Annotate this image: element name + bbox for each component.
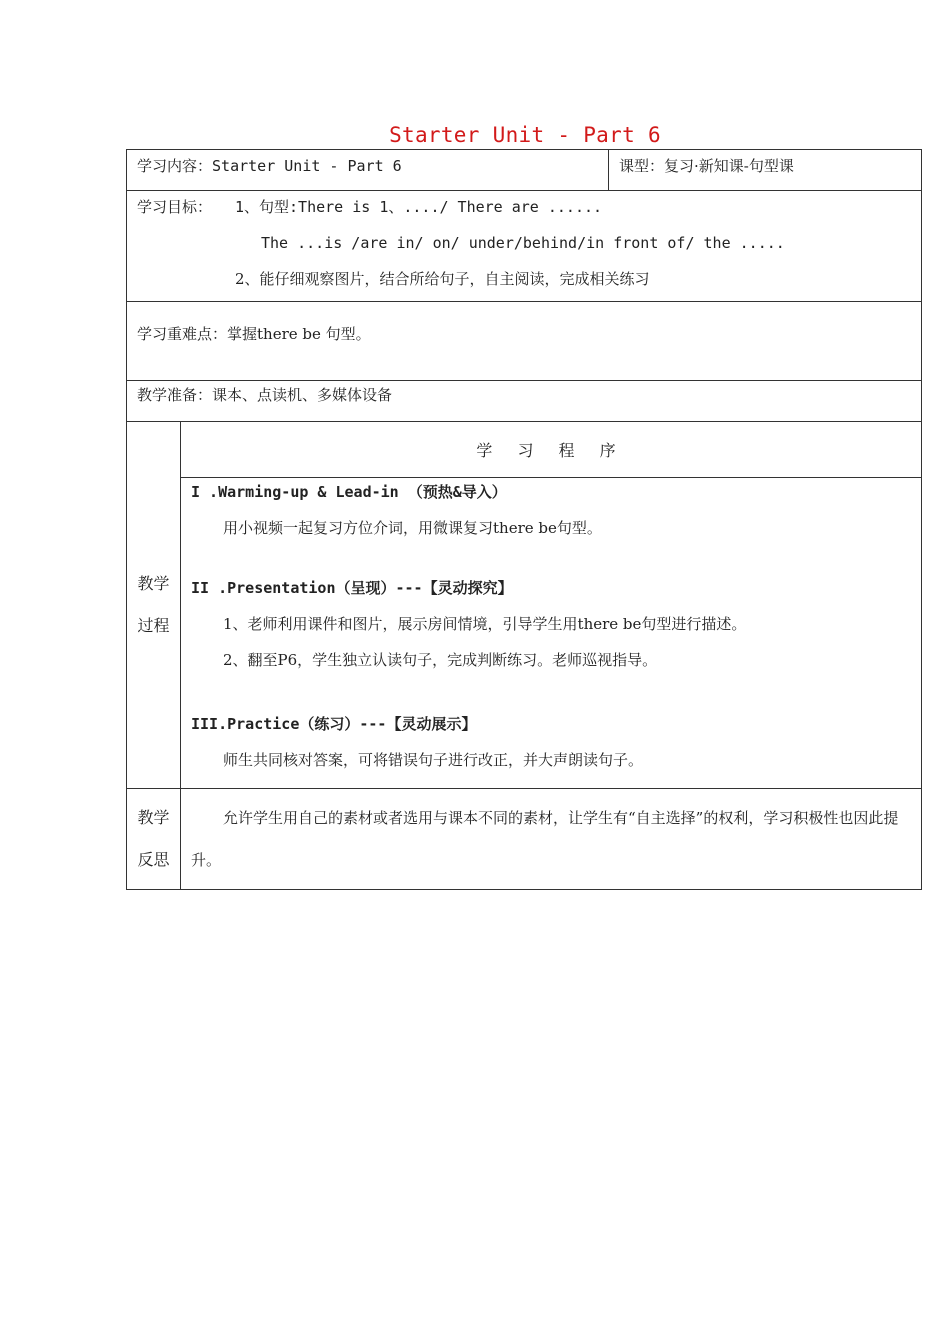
goals-line-2: The ...is /are in/ on/ under/behind/in front of/ the .....	[261, 234, 785, 252]
key-points-text: 学习重难点：掌握there be 句型。	[137, 325, 371, 343]
reflection-side-label	[127, 789, 181, 890]
process-side-label	[127, 422, 181, 789]
goals-cell	[127, 191, 922, 302]
lesson-type-cell	[609, 150, 922, 191]
lesson-plan-table	[126, 149, 922, 890]
process-body-row	[127, 478, 922, 789]
content-row	[127, 150, 922, 191]
reflection-cell	[181, 789, 922, 890]
reflection-side-label-1: 教学	[137, 808, 170, 827]
process-side-label-2: 过程	[137, 616, 170, 635]
content-value: Starter Unit - Part 6	[212, 157, 402, 175]
key-points-row	[127, 302, 922, 381]
reflection-side-label-2: 反思	[137, 850, 170, 869]
process-header-row	[127, 422, 922, 478]
goals-row	[127, 191, 922, 302]
reflection-text: 允许学生用自己的素材或者选用与课本不同的素材，让学生有“自主选择”的权利，学习积极性也因此提升。	[191, 809, 899, 869]
preparation-cell	[127, 381, 922, 422]
process-side-label-1: 教学	[137, 574, 170, 593]
goals-line-3: 2、能仔细观察图片，结合所给句子，自主阅读，完成相关练习	[235, 270, 650, 288]
section-3-text: 师生共同核对答案，可将错误句子进行改正，并大声朗读句子。	[223, 751, 644, 769]
reflection-row	[127, 789, 922, 890]
process-header: 学 习 程 序	[181, 422, 922, 478]
section-1-title: I .Warming-up & Lead-in （预热&导入）	[191, 483, 507, 501]
document-title: Starter Unit - Part 6	[389, 123, 661, 147]
content-label: 学习内容：	[137, 157, 213, 175]
key-points-cell	[127, 302, 922, 381]
section-2-title: II .Presentation（呈现）---【灵动探究】	[191, 579, 513, 597]
lesson-type-text: 课型：复习·新知课-句型课	[619, 157, 794, 175]
preparation-row	[127, 381, 922, 422]
goals-line-1: 1、句型:There is 1、..../ There are ......	[235, 198, 603, 216]
section-2-text-1: 1、老师利用课件和图片，展示房间情境，引导学生用there be句型进行描述。	[223, 615, 747, 633]
process-body-cell	[181, 478, 922, 789]
content-cell	[127, 150, 609, 191]
goals-label: 学习目标：	[137, 198, 213, 216]
section-3-title: III.Practice（练习）---【灵动展示】	[191, 715, 477, 733]
section-1-text: 用小视频一起复习方位介词，用微课复习there be句型。	[223, 519, 602, 537]
preparation-text: 教学准备：课本、点读机、多媒体设备	[137, 386, 393, 404]
section-2-text-2: 2、翻至P6，学生独立认读句子，完成判断练习。老师巡视指导。	[223, 651, 658, 669]
